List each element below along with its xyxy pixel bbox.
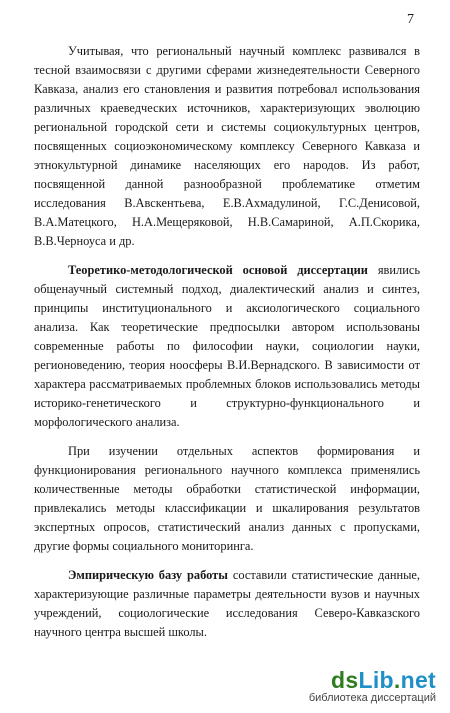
paragraph-1-text: Учитывая, что региональный научный комплекс развивался в тесной взаимосвязи с другими сферами жизнедеятельности Северного Кавказа, анализ его становления и развития потребовал использования различных краеведческих источников, характеризующих эволюцию региональной городской сети и системы социокультурных центров, посвященных социоэкономическому комплексу Северного Кавказа и этнокультурной динамике населяющих его народов. Из работ, посвященной данной разнообразной проблематике отметим исследования В.Авскентьева, Е.В.Ахмадулиной, Г.С.Денисовой, В.А.Матецкого, Н.А.Мещеряковой, Н.В.Самариной, А.П.Скорика, В.В.Черноуса и др.	[34, 44, 420, 248]
watermark-brand	[309, 668, 436, 692]
watermark-subtitle: библиотека диссертаций	[308, 692, 436, 704]
watermark-brand-ds: ds	[331, 667, 359, 693]
watermark-brand-dot: .	[393, 667, 401, 693]
dslib-watermark-logo	[309, 668, 436, 705]
paragraph-4	[34, 566, 420, 642]
page-number: 7	[407, 12, 414, 27]
watermark-brand-net: net	[400, 667, 436, 693]
paragraph-4-lead: Эмпирическую базу работы	[68, 568, 228, 582]
watermark-brand-lib: Lib	[358, 667, 394, 693]
paragraph-4-text: составили статистические данные, характеризующие различные параметры деятельности вузов и научных учреждений, социологические исследования Северо-Кавказского научного центра высшей школы.	[34, 568, 420, 639]
paragraph-2	[34, 261, 420, 432]
paragraph-3-text: При изучении отдельных аспектов формирования и функционирования регионального научного комплекса применялись количественные методы обработки статистической информации, привлекались методы классификации и шкалирования результатов экспертных опросов, статистический анализ данных с пропусками, другие формы социального мониторинга.	[34, 444, 420, 553]
paragraph-2-text: явились общенаучный системный подход, диалектический анализ и синтез, принципы институционального и аксиологического социального анализа. Как теоретические предпосылки автором использованы современные работы по философии науки, социологии науки, регионоведению, теория ноосферы В.И.Вернадского. В зависимости от характера рассматриваемых проблемных блоков использовались методы историко-генетического и структурно-функционального и морфологического анализа.	[34, 263, 420, 429]
document-body	[34, 42, 420, 652]
paragraph-1	[34, 42, 420, 251]
paragraph-2-lead: Теоретико-методологической основой диссертации	[68, 263, 368, 277]
paragraph-3	[34, 442, 420, 556]
